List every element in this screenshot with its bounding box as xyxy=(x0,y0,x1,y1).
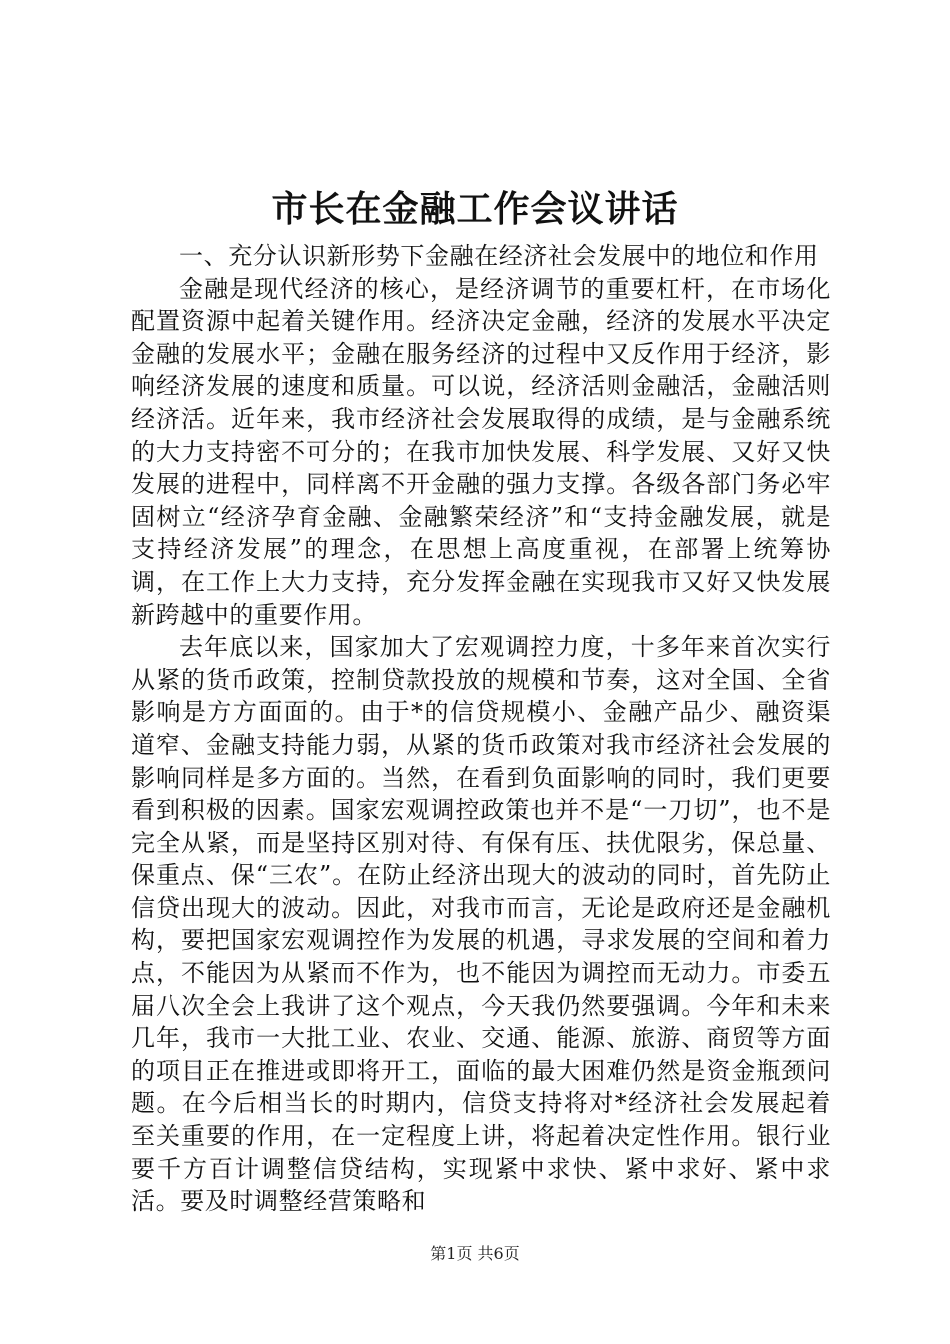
page-number-footer: 第1页 共6页 xyxy=(430,1244,520,1263)
section-heading: 一、充分认识新形势下金融在经济社会发展中的地位和作用 xyxy=(179,242,819,270)
body-paragraph: 金融是现代经济的核心，是经济调节的重要杠杆，在市场化配置资源中起着关键作用。经济决定金融，经济的发展水平决定金融的发展水平；金融在服务经济的过程中又反作用于经济，影响经济发展的速度和质量。可以说，经济活则金融活，金融活则经济活。近年来，我市经济社会发展取得的成绩，是与金融系统的大力支持密不可分的；在我市加快发展、科学发展、又好又快发展的进程中，同样离不开金融的强力支撑。各级各部门务必牢固树立“经济孕育金融、金融繁荣经济”和“支持金融发展，就是支持经济发展”的理念，在思想上高度重视，在部署上统筹协调，在工作上大力支持，充分发挥金融在实现我市又好又快发展新跨越中的重要作用。 xyxy=(131,274,831,629)
document-body xyxy=(131,240,831,1218)
body-paragraph: 去年底以来，国家加大了宏观调控力度，十多年来首次实行从紧的货币政策，控制贷款投放的规模和节奏，这对全国、全省影响是方方面面的。由于*的信贷规模小、金融产品少、融资渠道窄、金融支持能力弱，从紧的货币政策对我市经济社会发展的影响同样是多方面的。当然，在看到负面影响的同时，我们更要看到积极的因素。国家宏观调控政策也并不是“一刀切”，也不是完全从紧，而是坚持区别对待、有保有压、扶优限劣，保总量、保重点、保“三农”。在防止经济出现大的波动的同时，首先防止信贷出现大的波动。因此，对我市而言，无论是政府还是金融机构，要把国家宏观调控作为发展的机遇，寻求发展的空间和着力点，不能因为从紧而不作为，也不能因为调控而无动力。市委五届八次全会上我讲了这个观点，今天我仍然要强调。今年和未来几年，我市一大批工业、农业、交通、能源、旅游、商贸等方面的项目正在推进或即将开工，面临的最大困难仍然是资金瓶颈问题。在今后相当长的时期内，信贷支持将对*经济社会发展起着至关重要的作用，在一定程度上讲，将起着决定性作用。银行业要千方百计调整信贷结构，实现紧中求快、紧中求好、紧中求活。要及时调整经营策略和 xyxy=(131,633,831,1216)
page-title: 市长在金融工作会议讲话 xyxy=(271,188,679,230)
